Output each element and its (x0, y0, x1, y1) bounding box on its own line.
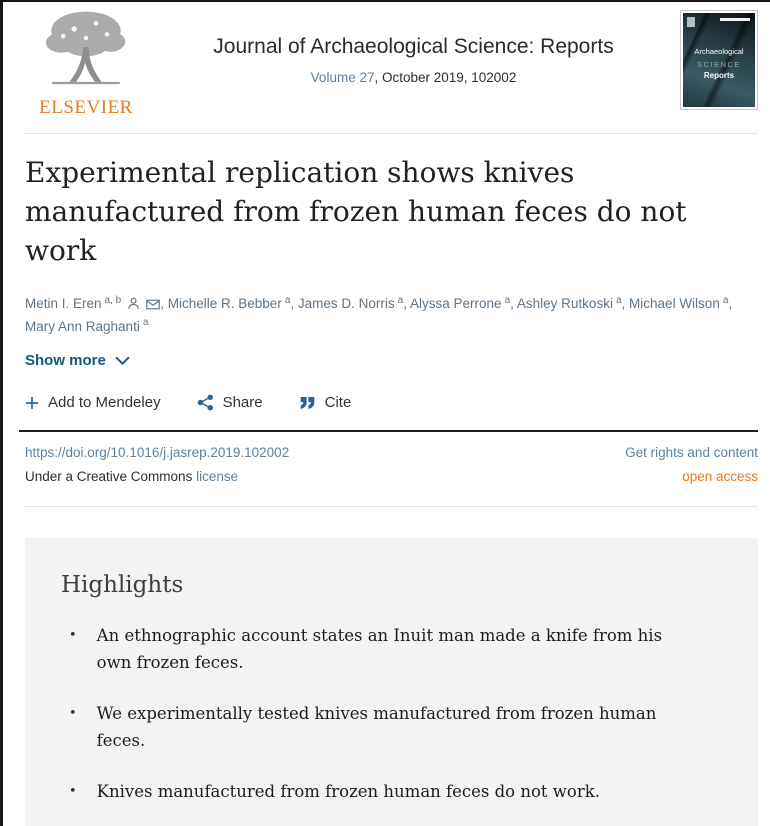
share-icon (197, 394, 214, 411)
author-list (25, 293, 757, 339)
journal-title-link[interactable]: Journal of Archaeological Science: Reports (213, 35, 614, 58)
author[interactable]: Mary Ann Raghanti $^a$ (25, 317, 149, 334)
highlight-item: • An ethnographic account states an Inuit man made a knife from his own frozen feces. (61, 622, 718, 676)
journal-cover-image[interactable] (680, 10, 758, 110)
show-more-button[interactable]: Show more (25, 352, 130, 369)
article-title: Experimental replication shows knives manufactured from frozen human feces do not work (25, 156, 687, 267)
elsevier-wordmark: ELSEVIER (39, 97, 133, 118)
author[interactable]: Alyssa Perrone $^a$, (410, 294, 514, 312)
journal-info (147, 7, 680, 85)
cover-emblem (687, 17, 695, 27)
highlights-list (61, 622, 718, 805)
journal-cover-art (683, 13, 755, 107)
cover-title-line2: SCIENCE (697, 60, 741, 69)
rights-and-content-link[interactable]: Get rights and content (625, 445, 758, 461)
share-button[interactable]: Share (197, 394, 263, 411)
volume-issue-line (147, 70, 680, 85)
add-to-mendeley-button[interactable]: Add to Mendeley (25, 394, 161, 411)
quote-icon (299, 396, 316, 410)
volume-link[interactable]: Volume 27 (310, 70, 375, 85)
person-icon (127, 297, 140, 310)
cover-title-line3: Reports (703, 71, 735, 81)
open-access-badge: open access (682, 469, 758, 485)
highlight-item: • Knives manufactured from frozen human feces do not work. (61, 778, 718, 805)
license-line: Under a Creative Commons license (25, 469, 239, 485)
article-page (3, 2, 770, 826)
highlights-heading: Highlights (61, 572, 184, 599)
author[interactable]: Michelle R. Bebber $^a$, (167, 294, 295, 312)
elsevier-tree-icon (34, 78, 138, 95)
doi-link[interactable]: https://doi.org/10.1016/j.jasrep.2019.102002 (25, 445, 290, 461)
cover-topbar (720, 18, 750, 21)
divider (19, 430, 758, 432)
author[interactable]: Metin I. Eren $^{a, b}$ , (25, 294, 164, 312)
highlights-section (25, 538, 758, 826)
plus-icon (25, 396, 39, 410)
cover-title-line1: Archaeological (694, 46, 744, 56)
elsevier-logo[interactable] (25, 7, 147, 119)
author[interactable]: James D. Norris $^a$, (297, 294, 407, 312)
cite-button[interactable]: Cite (299, 394, 352, 411)
email-icon (146, 299, 160, 310)
article-meta (25, 445, 758, 484)
action-bar (25, 394, 758, 411)
divider (25, 133, 758, 134)
author[interactable]: Michael Wilson $^a$, (629, 294, 733, 312)
chevron-down-icon (115, 356, 130, 365)
author[interactable]: Ashley Rutkoski $^a$, (516, 294, 626, 312)
issue-info: , October 2019, 102002 (374, 70, 517, 85)
license-link[interactable]: license (196, 469, 239, 485)
divider (25, 506, 758, 507)
journal-header (25, 2, 758, 119)
highlight-item: • We experimentally tested knives manufactured from frozen human feces. (61, 700, 718, 754)
